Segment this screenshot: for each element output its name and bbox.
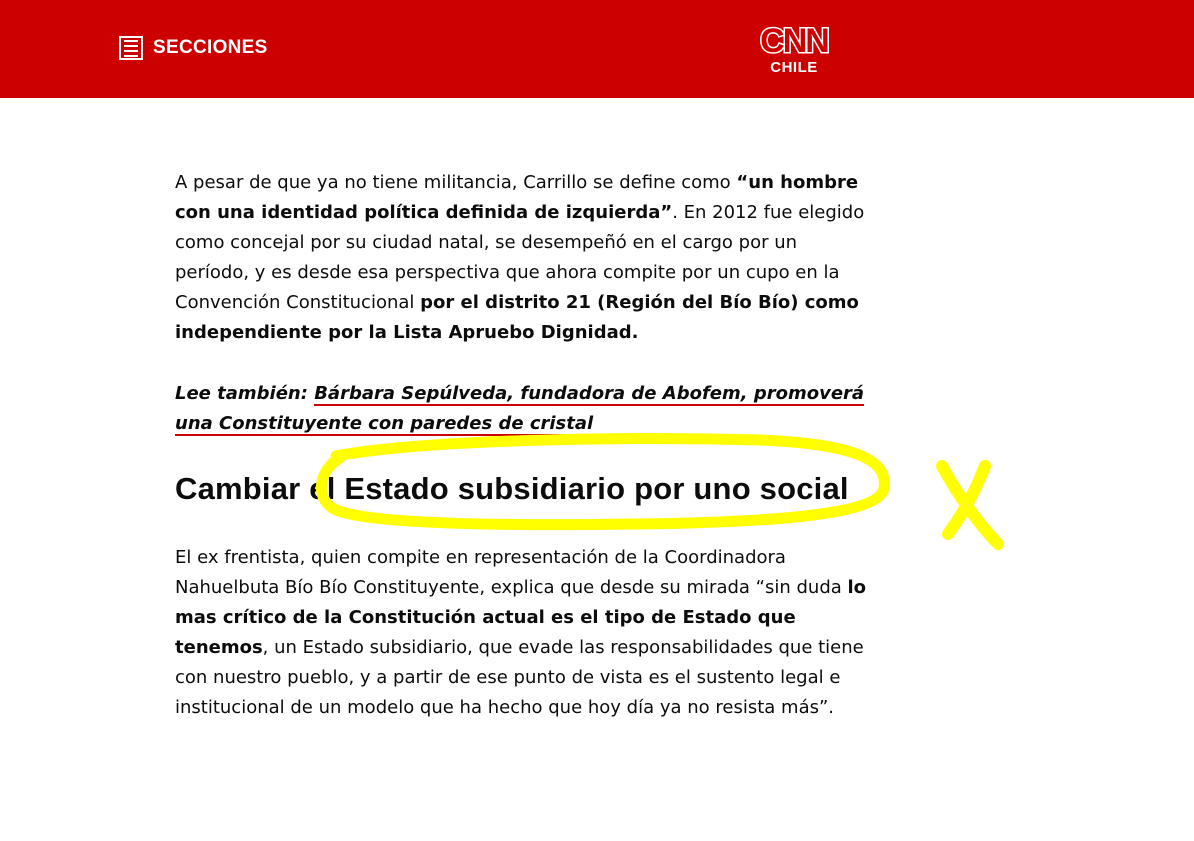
read-also-link[interactable]: Bárbara Sepúlveda, fundadora de Abofem, promoverá una Constituyente con paredes de cristal [175,383,865,434]
paragraph-text: . En 2012 fue elegido como concejal por su ciudad natal, se desempeñó en el cargo por un período, y es desde esa perspectiva que ahora compite por un cupo en la Convención Constitucional [175,202,865,313]
paragraph-bold-text: lo mas crítico de la Constitución actual es el tipo de Estado que tenemos [175,577,867,658]
logo-chile-text: CHILE [770,59,818,76]
paragraph-text: A pesar de que ya no tiene militancia, Carrillo se define como [175,172,737,193]
article-body [175,168,875,723]
sections-menu-label: SECCIONES [153,37,268,58]
logo-cnn-text: CNN [760,22,828,60]
read-also-prefix: Lee también: [175,383,315,404]
paragraph-bold-text: por el distrito 21 (Región del Bío Bío) como independiente por la Lista Apruebo Dignidad. [175,292,859,343]
highlight-x-mark-stroke-2 [948,466,985,534]
paragraph-text: , un Estado subsidiario, que evade las responsabilidades que tiene con nuestro pueblo, y a partir de ese punto de vista es el sustento legal e institucional de un modelo que ha hecho que hoy día ya no resista más”. [175,637,864,718]
section-heading: Cambiar el Estado subsidiario por uno social [175,471,849,506]
highlight-x-mark-stroke-1 [942,466,998,544]
hamburger-menu-icon [119,36,143,60]
article-paragraph [175,168,875,348]
article-paragraph [175,543,875,723]
site-header [0,0,1194,98]
cnn-chile-logo[interactable] [762,24,826,80]
read-also-block [175,379,875,439]
paragraph-bold-quote: “un hombre con una identidad política definida de izquierda” [175,172,859,223]
paragraph-text: El ex frentista, quien compite en representación de la Coordinadora Nahuelbuta Bío Bío Constituyente, explica que desde su mirada “sin duda [175,547,848,598]
sections-menu-button[interactable] [119,36,268,60]
